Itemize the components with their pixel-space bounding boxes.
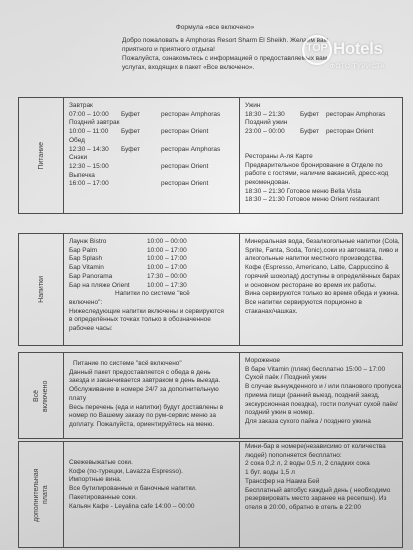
icecream-line: В баре Vitamin (пляж) бесплатно 15:00 – 17:00 — [245, 365, 386, 373]
all-inclusive-section — [18, 352, 403, 439]
intro-line: Пожалуйста, ознакомьтесь с информацией о предоставляемых вам — [122, 55, 328, 62]
all-inclusive-info-cell — [63, 353, 239, 438]
paid-item: Свежевыжатые соки. — [69, 459, 133, 466]
meal-venue: ресторан Amphoras — [161, 110, 221, 118]
section-label — [19, 353, 63, 438]
bar-row — [69, 282, 237, 291]
bar-hours: 10:00 – 17:30 — [147, 281, 187, 289]
meal-time: 12:30 – 14:30 — [69, 145, 109, 153]
meal-time: 12:30 – 15:00 — [69, 162, 109, 170]
all-inclusive-line: плату — [69, 394, 87, 402]
meal-type: Буфет — [300, 128, 320, 136]
watermark-caption: ФОТО ТУРИСТА — [330, 63, 386, 70]
document-title: Формула «все включено» — [175, 24, 255, 31]
bar-name: Бар на пляже Orient — [69, 281, 130, 289]
bar-hours: 10:00 – 00:00 — [147, 238, 187, 245]
extra-charge-section — [18, 441, 403, 548]
intro-line: услугах, входящих в пакет «Все включено». — [122, 64, 255, 71]
transfer-heading: Трансфер на Наама Бей — [245, 477, 320, 485]
meal-type: Буфет — [121, 128, 141, 136]
food-label: Питание — [37, 141, 45, 170]
meal-type — [121, 163, 161, 172]
minibar-line: 2 сока 0,2 л, 2 воды 0,5 л, 2 сладких сока — [245, 460, 370, 468]
meal-heading: Обед — [69, 136, 85, 144]
paid-item: Все бутилированные и баночные напитки. — [69, 485, 197, 493]
meal-type: Буфет — [300, 110, 320, 118]
extra-charge-label: дополнительная плата — [33, 467, 49, 522]
tophotels-watermark — [300, 33, 408, 81]
minibar-line: людей) пополняется бесплатно: — [245, 451, 342, 459]
minibar-line: 1 бут. воды 1,5 л — [245, 469, 295, 477]
included-line: стаканах/чашках. — [245, 307, 298, 315]
bar-hours: 10:00 – 17:00 — [147, 264, 187, 272]
alacarte-line: 18:30 – 21:30 Готовое меню Orient restaurant — [245, 196, 380, 204]
transfer-line: Бесплатный автобус каждый день ( необходимо — [245, 486, 391, 494]
all-inclusive-line: доплату. Пожалуйста, ориентируйтесь на меню. — [69, 420, 215, 428]
all-inclusive-line: Весь перечень (еда и напитки) будут доставлены в — [69, 403, 224, 411]
meal-venue: ресторан Orient — [161, 162, 209, 170]
meal-schedule-row — [69, 128, 237, 137]
included-drinks-cell — [239, 234, 402, 345]
paid-items-cell — [63, 442, 239, 547]
included-line: горячий шоколад) доступны в определённых барах — [245, 272, 400, 280]
watermark-brand: Hotels — [333, 39, 383, 58]
transfer-line: отеля в 20:00, обратно в отель в 22:00 — [245, 503, 361, 511]
food-evening-cell — [239, 98, 402, 213]
transfer-line: резервировать место заранее на ресепшн). Из — [245, 495, 387, 503]
meal-schedule-row — [69, 146, 237, 155]
dry-ration-heading: Сухой паёк / Поздний ужин — [245, 374, 327, 382]
meal-venue: ресторан Orient — [161, 180, 209, 188]
paid-item: Пакетированные соки. — [69, 493, 137, 501]
bar-row — [69, 273, 237, 282]
meal-schedule-row — [69, 180, 237, 189]
bar-row — [69, 247, 237, 256]
included-line: Все напитки сервируются порционно в — [245, 298, 362, 306]
watermark-logo: TOP — [306, 42, 328, 54]
dry-ration-line: приема пищи (ранний выезд, поздний заезд, — [245, 391, 380, 399]
bar-name: Бар Vitamin — [69, 264, 104, 272]
bar-row — [69, 264, 237, 273]
meal-time: 23:00 – 00:00 — [245, 128, 285, 136]
bar-name: Бар Panorama — [69, 272, 113, 280]
meal-type: Буфет — [121, 145, 141, 153]
alacarte-heading: Рестораны А-ля Карте — [245, 152, 313, 160]
drinks-section — [18, 233, 403, 346]
included-line: Минеральная вода, безалкогольные напитки (Cola, — [245, 238, 400, 245]
meal-schedule-row — [245, 128, 400, 137]
meal-time: 10:00 – 11:00 — [69, 128, 109, 136]
bar-row — [69, 255, 237, 264]
meal-venue: ресторан Orient — [161, 128, 209, 136]
bar-name: Бар Splash — [69, 255, 103, 263]
alacarte-line: Предварительное бронирование в Отделе по — [245, 161, 383, 169]
bar-name: Лаунж Bistro — [69, 238, 107, 245]
dry-ration-line: экскурсионная поездка), гости получат сухой паёк/ — [245, 400, 398, 408]
meal-time: 16:00 – 17:00 — [69, 180, 109, 188]
meal-type: Буфет — [121, 110, 141, 118]
drinks-note-line: в определённых точках только в обозначенное — [69, 316, 211, 324]
meal-time: 07:00 – 10:00 — [69, 110, 109, 118]
all-inclusive-line: номер по Вашему заказу по рум-сервис меню за — [69, 412, 216, 420]
dry-ration-line: поздний ужин в номер. — [245, 409, 315, 417]
meal-time: 18:30 – 21:30 — [245, 110, 285, 118]
section-label — [19, 442, 63, 547]
icecream-dry-ration-cell — [239, 353, 403, 438]
paid-item: Импортные вина. — [69, 476, 122, 484]
bar-name: Бар Palm — [69, 246, 98, 254]
section-label — [19, 98, 63, 213]
included-line: алкогольные напитки местного производства. — [245, 255, 384, 263]
minibar-transfer-cell — [239, 442, 402, 547]
drinks-label: Напитки — [37, 276, 45, 303]
included-line: Sprite, Fanta, Soda, Tonic),соки из автомата, пиво и — [245, 246, 399, 254]
drinks-heading: Напитки по системе "всё — [115, 290, 190, 298]
alacarte-line: 18:30 – 21:30 Готовое меню Bella Vista — [245, 187, 362, 195]
meal-venue: ресторан Orient — [326, 128, 374, 136]
spacer — [245, 137, 400, 153]
all-inclusive-line: Данный пакет предоставляется с обеда в день — [69, 368, 211, 376]
meal-heading: Выпечка — [69, 171, 95, 179]
paid-item: Кофе (по-турецки, Lavazza Espresso). — [69, 467, 183, 475]
intro-line: Добро пожаловать в Amphoras Resort Sharm El Sheikh. Желаем вам — [122, 37, 329, 44]
food-daytime-cell — [63, 98, 239, 213]
included-line: Кофе (Espresso, Americano, Latte, Cappuccino & — [245, 264, 389, 272]
dry-ration-line: В случае вынужденного и / или планового пропуска — [245, 383, 402, 391]
all-inclusive-label: Всё включено — [33, 379, 49, 412]
included-line: Вина сервируются только во время обеда и ужина. — [245, 290, 400, 298]
drinks-note-line: рабочее часы: — [69, 325, 113, 333]
dry-ration-line: Для заказа сухого пайка / позднего ужина — [245, 417, 371, 425]
food-section — [18, 97, 403, 214]
bar-hours: 17:30 – 00:00 — [147, 272, 187, 280]
meal-venue: ресторан Amphoras — [161, 145, 221, 153]
drinks-note-line: Нижеследующие напитки включены и сервируются — [69, 307, 224, 315]
icecream-heading: Мороженое — [245, 357, 281, 364]
bar-row — [69, 238, 237, 247]
section-label — [19, 234, 63, 345]
all-inclusive-line: Обслуживание в номере 24/7 за дополнительную — [69, 386, 219, 394]
meal-venue: ресторан Amphoras — [326, 110, 386, 118]
meal-heading: Ужин — [245, 102, 261, 109]
meal-heading: Поздний ужин — [245, 119, 288, 127]
meal-heading: Поздний завтрак — [69, 119, 120, 127]
alacarte-line: работе с гостями, наличие вакансий, дресс-код — [245, 170, 389, 178]
meal-type — [121, 180, 161, 189]
drinks-heading: включено": — [69, 298, 103, 306]
meal-heading: Завтрак — [69, 102, 93, 109]
minibar-line: Мини-бар в номере(независимо от количества — [245, 443, 386, 450]
bar-hours: 10:00 – 17:00 — [147, 246, 187, 254]
alacarte-line: рекомендован. — [245, 178, 291, 186]
all-inclusive-heading: Питание по системе "всё включено" — [73, 360, 182, 367]
bar-hours: 10:00 – 17:00 — [147, 255, 187, 263]
paid-item: Кальян Кафе - Leyalina cafe 14:00 – 00:00 — [69, 502, 195, 510]
meal-heading: Снэки — [69, 154, 88, 162]
included-line: и основном ресторане во время их работы. — [245, 281, 377, 289]
intro-line: приятного и приятного отдыха! — [122, 46, 215, 53]
all-inclusive-line: заезда и заканчивается завтраком в день выезда. — [69, 377, 221, 385]
bars-cell — [63, 234, 239, 345]
meal-schedule-row — [69, 163, 237, 172]
